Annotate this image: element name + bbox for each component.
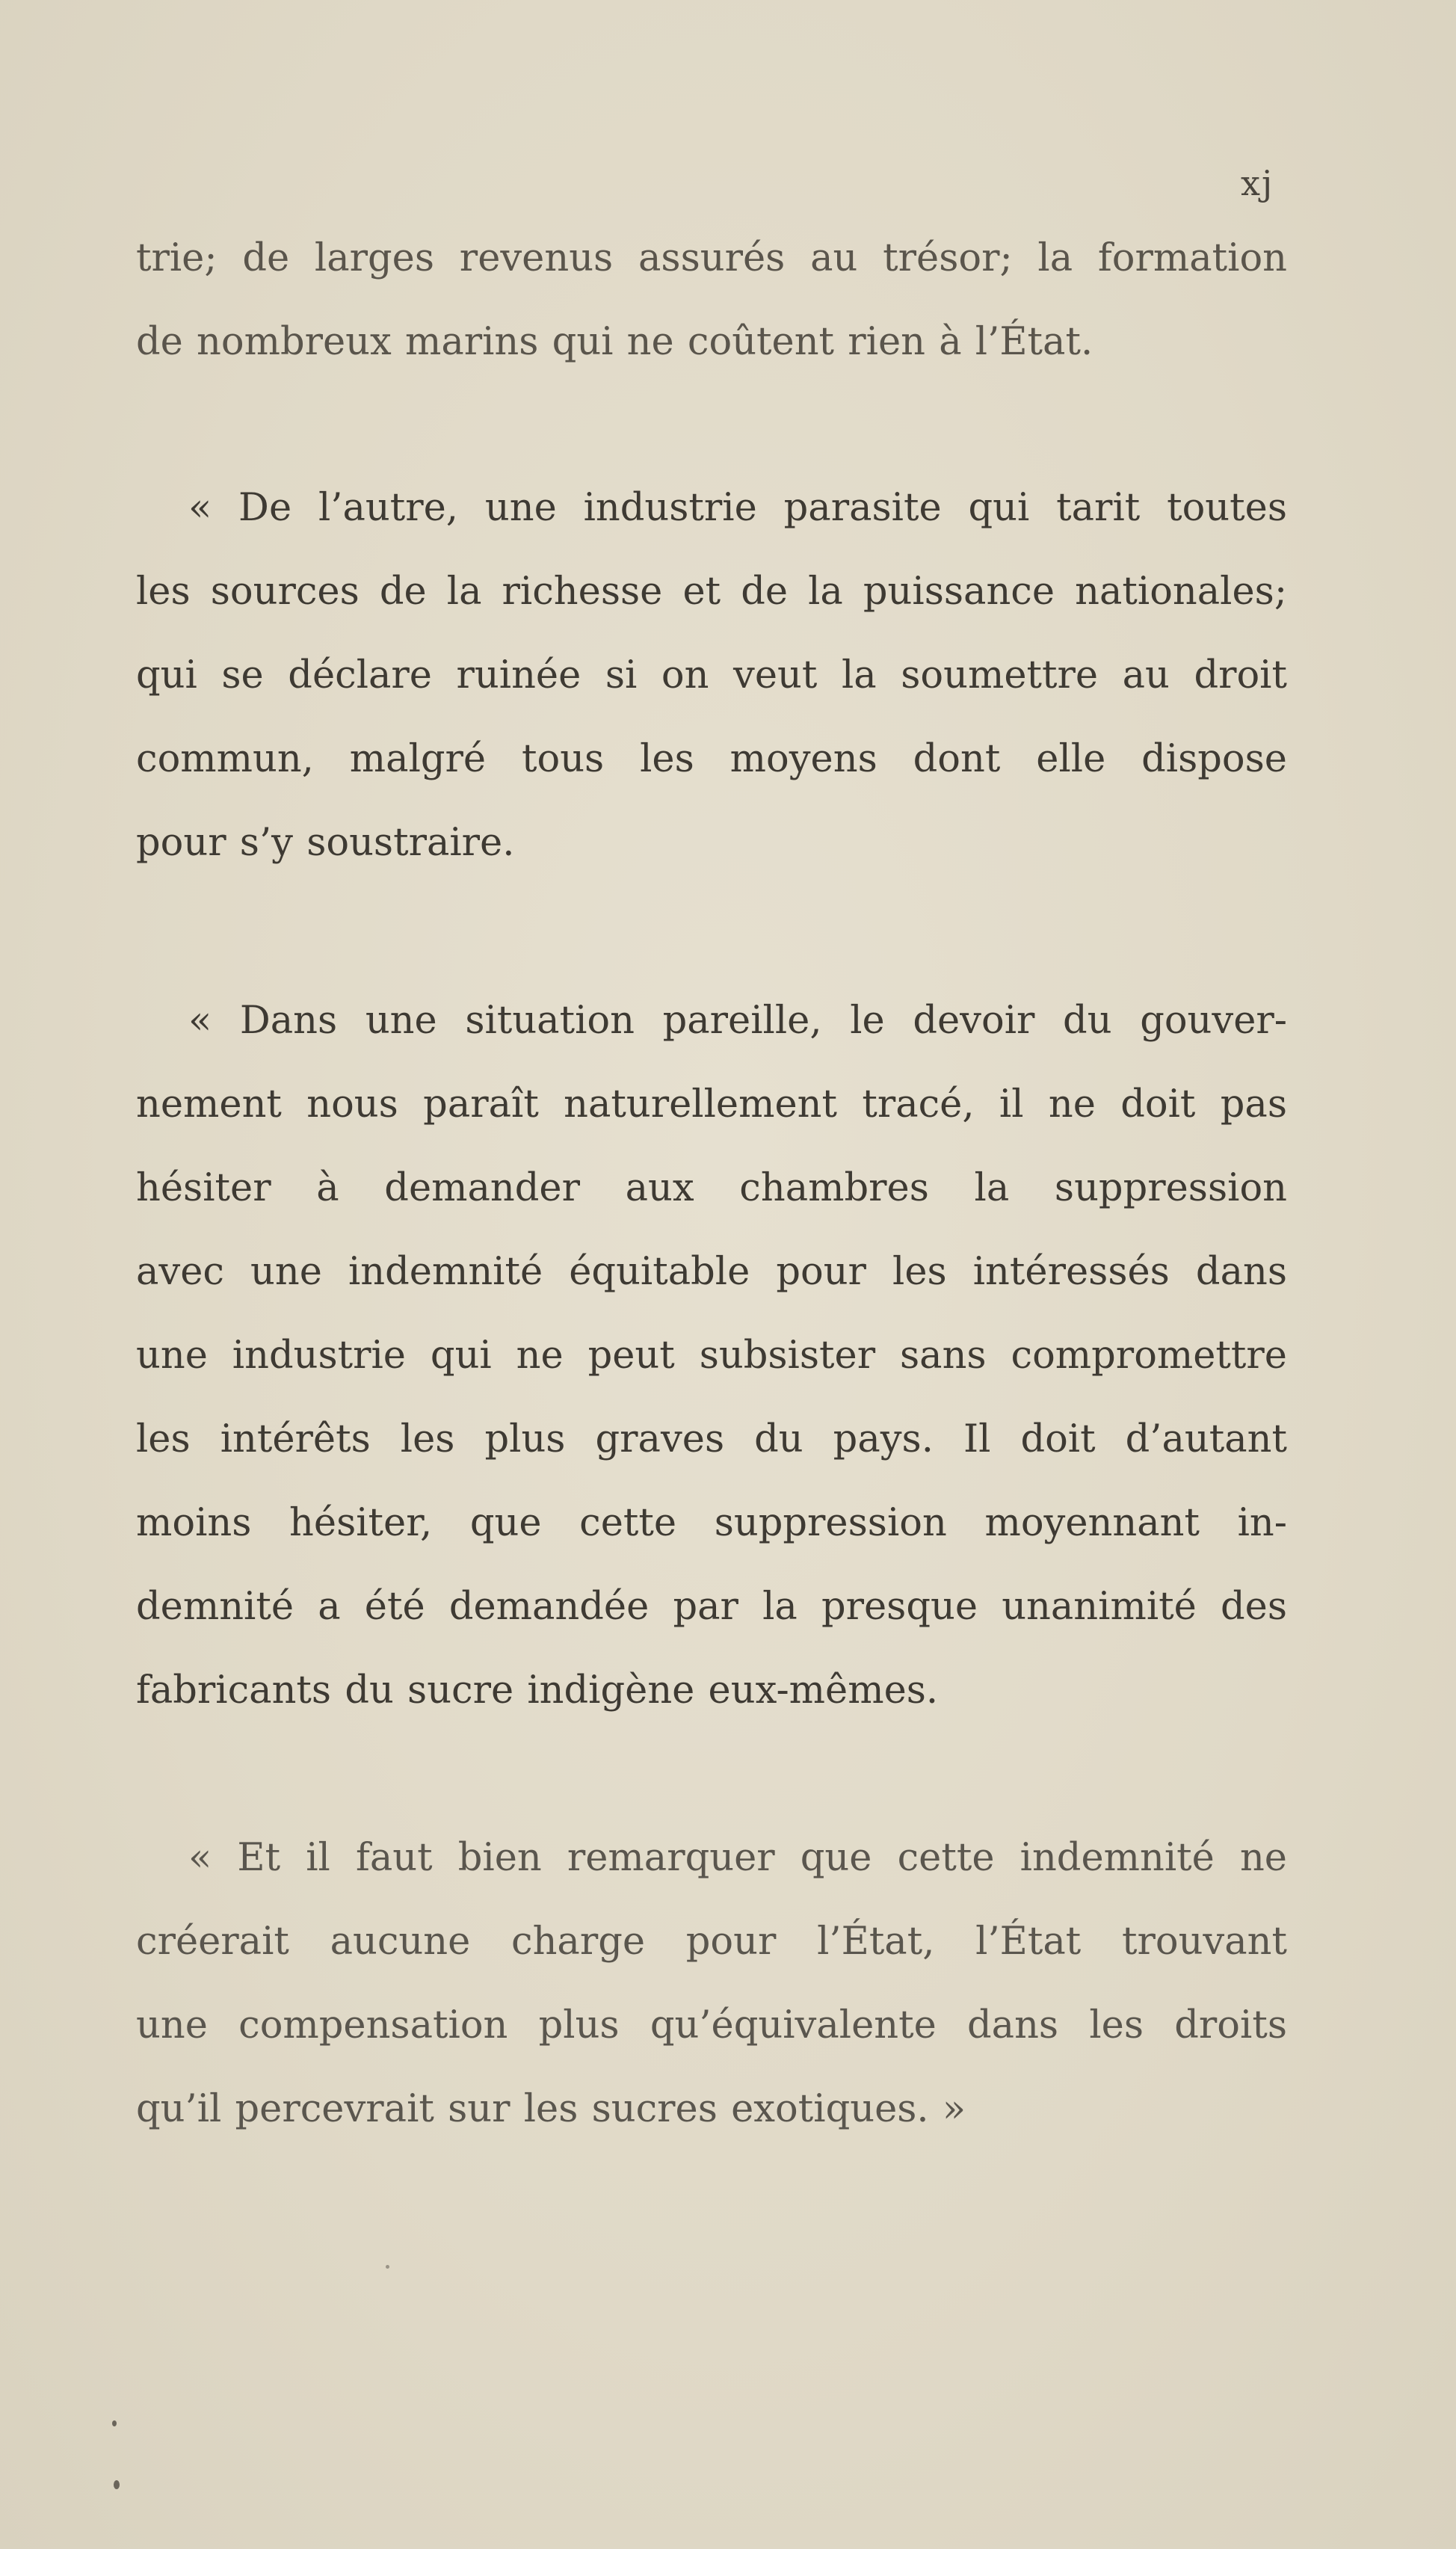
text-line: qui se déclare ruinée si on veut la soumettre au droit <box>136 653 1287 697</box>
text-line: « Et il faut bien remarquer que cette indemnité ne <box>188 1836 1287 1880</box>
text-line: avec une indemnité équitable pour les intéressés dans <box>136 1250 1287 1294</box>
text-line: une industrie qui ne peut subsister sans compromettre <box>136 1334 1287 1378</box>
paper-speck <box>114 2480 120 2489</box>
text-line: nement nous paraît naturellement tracé, il ne doit pas <box>136 1082 1287 1126</box>
text-line: commun, malgré tous les moyens dont elle dispose <box>136 737 1287 781</box>
text-line: les sources de la richesse et de la puissance nationales; <box>136 570 1287 614</box>
paragraph-4 <box>136 1816 1287 2151</box>
text-line: hésiter à demander aux chambres la suppression <box>136 1166 1287 1210</box>
text-line: pour s’y soustraire. <box>136 821 515 865</box>
text-line: fabricants du sucre indigène eux-mêmes. <box>136 1668 939 1713</box>
text-line: une compensation plus qu’équivalente dans les droits <box>136 2003 1287 2047</box>
text-line: moins hésiter, que cette suppression moyennant in- <box>136 1501 1287 1545</box>
paper-speck <box>112 2420 117 2426</box>
paper-speck <box>386 2265 389 2269</box>
text-line: trie; de larges revenus assurés au trésor; la formation <box>136 236 1287 280</box>
text-line: demnité a été demandée par la presque unanimité des <box>136 1585 1287 1629</box>
paragraph-2 <box>136 466 1287 885</box>
paragraph-1 <box>136 217 1287 384</box>
paragraph-3 <box>136 979 1287 1733</box>
text-line: les intérêts les plus graves du pays. Il doit d’autant <box>136 1417 1287 1461</box>
page-number: xj <box>1241 163 1274 203</box>
text-line: « De l’autre, une industrie parasite qui tarit toutes <box>188 486 1287 530</box>
text-line: « Dans une situation pareille, le devoir du gouver- <box>188 999 1287 1043</box>
text-line: créerait aucune charge pour l’État, l’État trouvant <box>136 1920 1287 1964</box>
text-line: qu’il percevrait sur les sucres exotiques. » <box>136 2087 966 2131</box>
text-line: de nombreux marins qui ne coûtent rien à l’État. <box>136 320 1093 364</box>
